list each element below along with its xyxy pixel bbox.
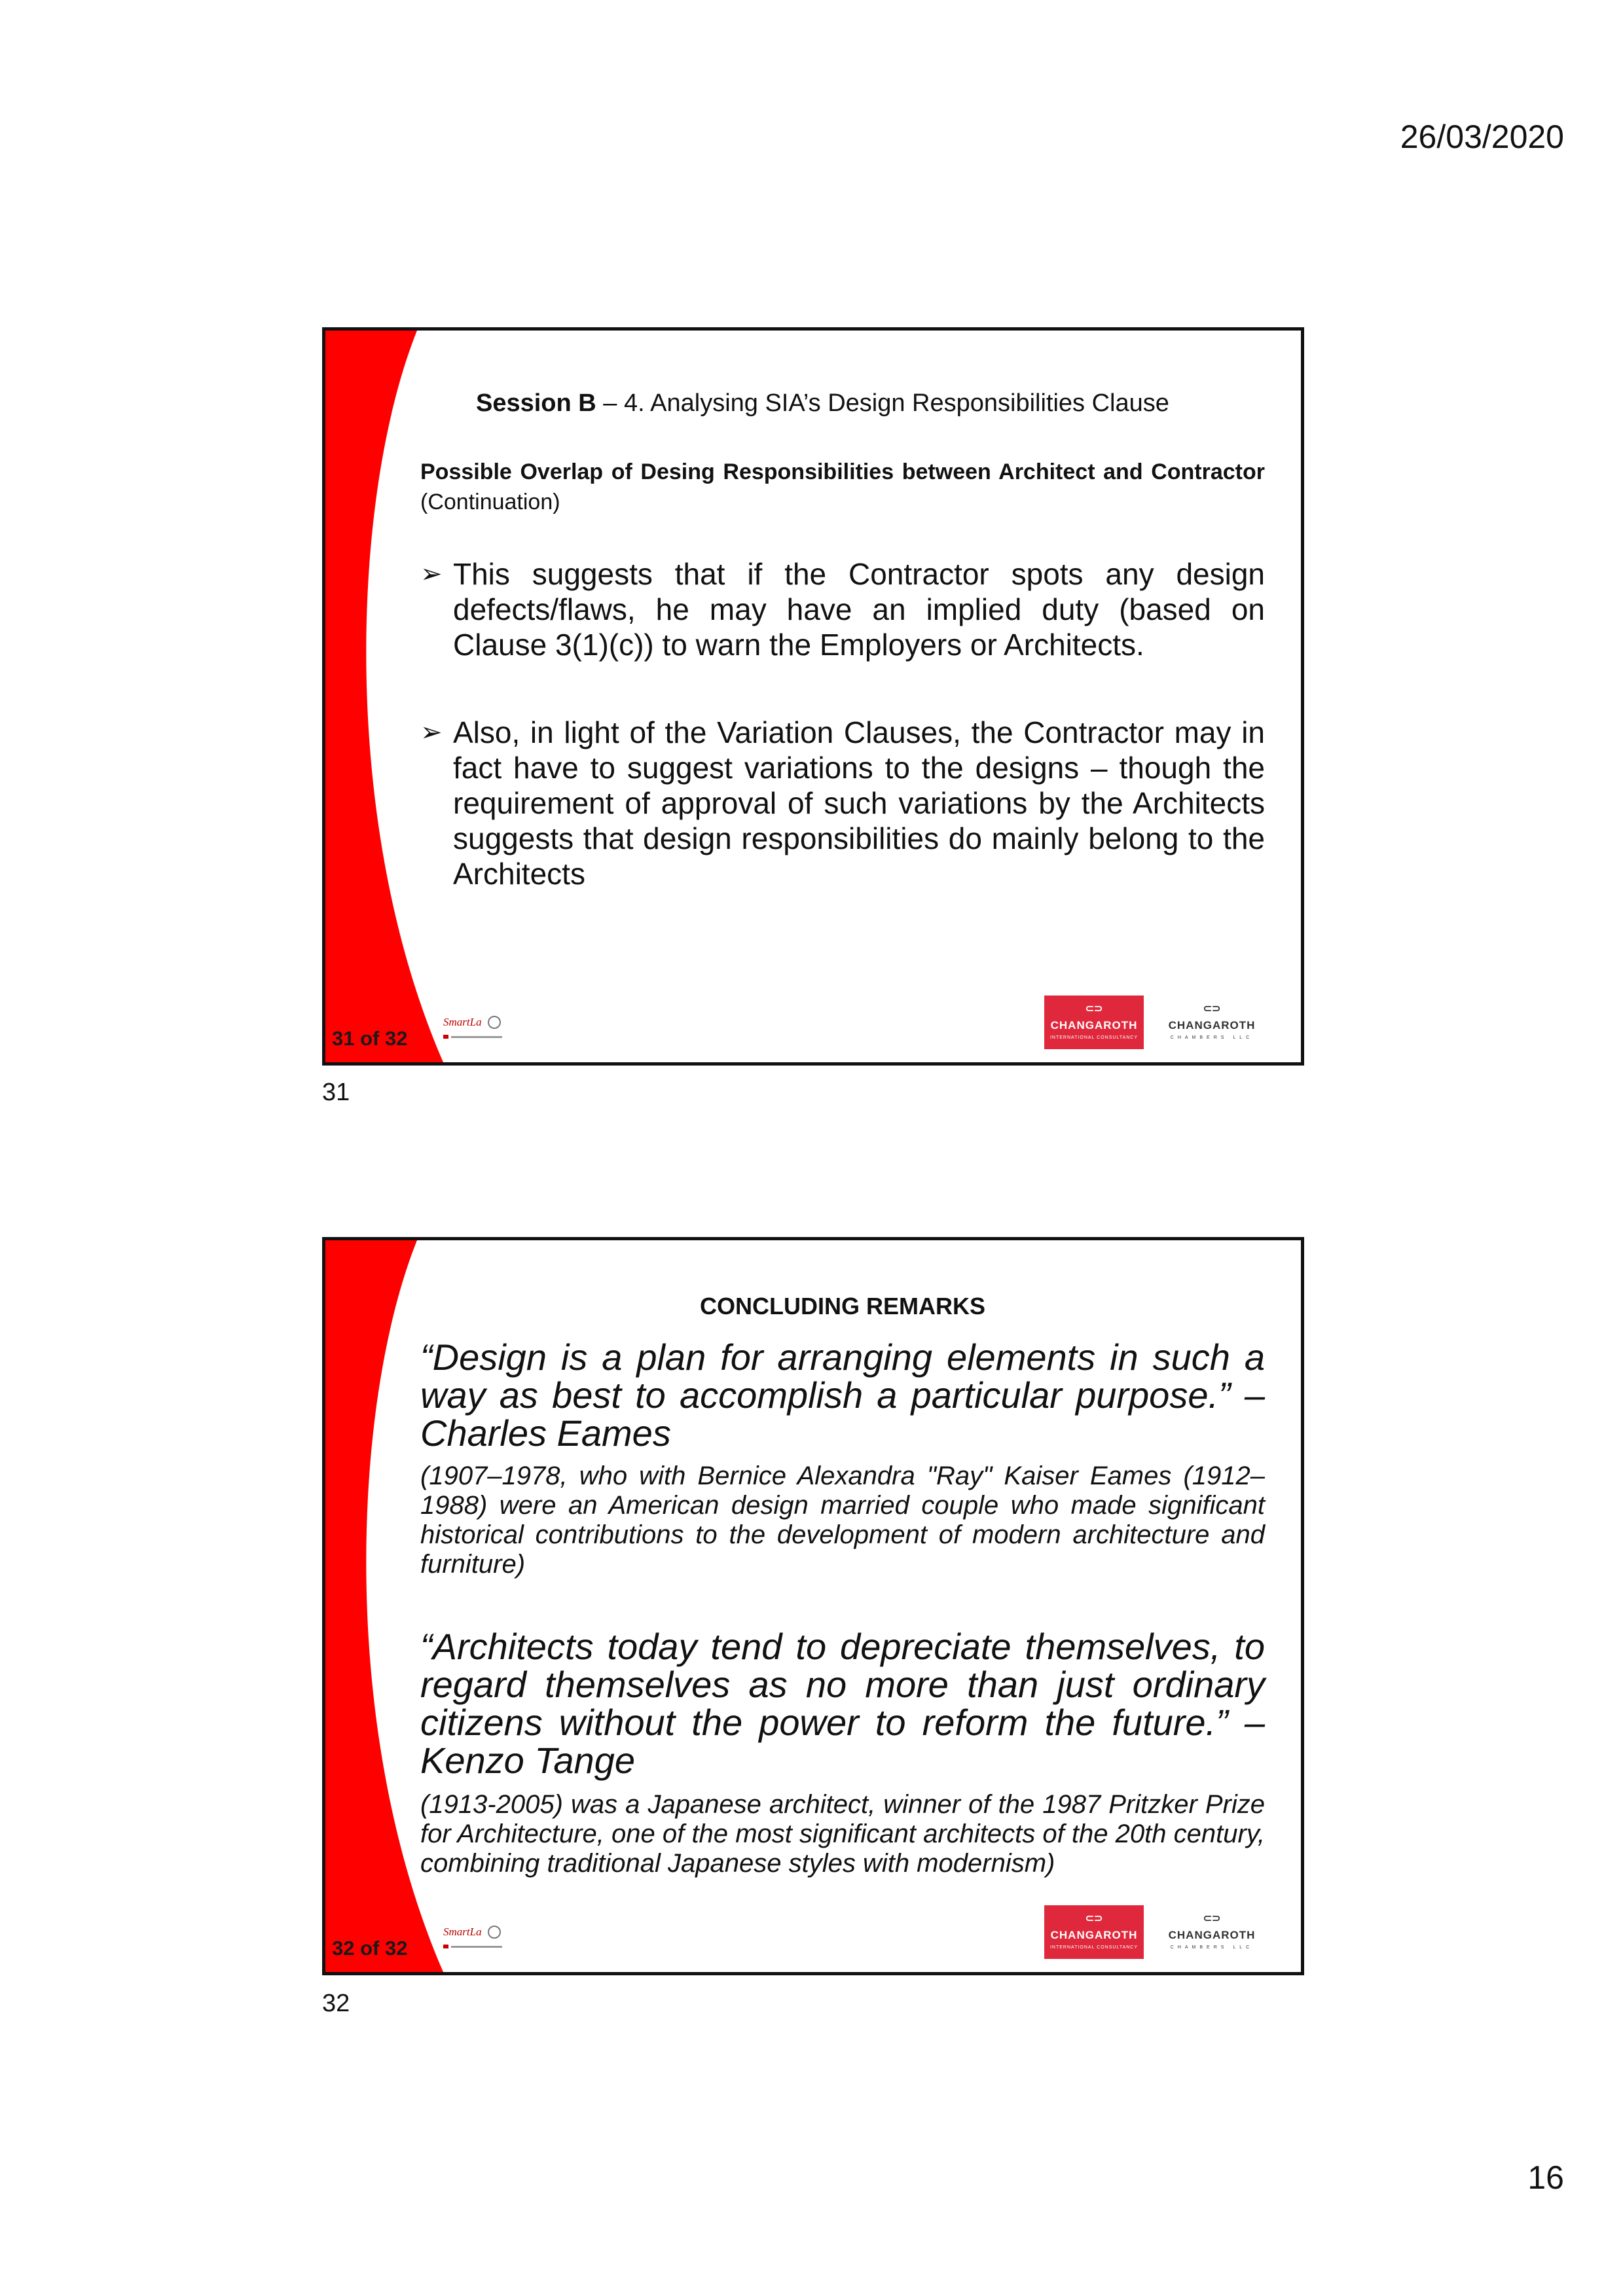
cc-mark-icon: ⊂⊃ (1085, 1003, 1103, 1014)
quote-tange: “Architects today tend to depreciate themselves, to regard themselves as no more than just ordinary citizens without the power to reform the future.” – Kenzo Tange (420, 1626, 1265, 1781)
changaroth-chambers-logo: ⊂⊃ CHANGAROTH CHAMBERS LLC (1162, 996, 1262, 1049)
cc-mark-icon: ⊂⊃ (1203, 1003, 1221, 1014)
slide-counter: 31 of 32 (332, 1027, 408, 1050)
cc-mark-icon: ⊂⊃ (1085, 1913, 1103, 1924)
changaroth-consultancy-logo: ⊂⊃ CHANGAROTH INTERNATIONAL CONSULTANCY (1044, 996, 1144, 1049)
smartlaw-logo (443, 1013, 503, 1044)
slide-title: CONCLUDING REMARKS (700, 1293, 985, 1319)
bullet-item: ➢ Also, in light of the Variation Clauses, the Contractor may in fact have to suggest variations to the designs – though the requirement of approval of such variations by the Architects suggests that design responsibilities do mainly belong to the Architects (420, 715, 1265, 891)
smartlaw-logo (443, 1922, 503, 1954)
bullet-item: ➢ This suggests that if the Contractor spots any design defects/flaws, he may have an implied duty (based on Clause 3(1)(c)) to warn the Employers or Architects. (420, 557, 1265, 662)
page-number: 16 (1527, 2159, 1564, 2196)
svg-text:SmartLa: SmartLa (443, 1926, 482, 1938)
arrow-bullet-icon: ➢ (420, 718, 443, 747)
cc-mark-icon: ⊂⊃ (1203, 1913, 1221, 1924)
slide-subtitle: Possible Overlap of Desing Responsibilities between Architect and Contractor (Continuation) (420, 459, 1265, 514)
note-eames: (1907–1978, who with Bernice Alexandra "Ray" Kaiser Eames (1912–1988) were an American design married couple who made significant historical contributions to the development of modern architecture and furniture) (420, 1462, 1265, 1579)
svg-text:SmartLa: SmartLa (443, 1016, 482, 1028)
slide-number: 31 (322, 1079, 350, 1106)
note-tange: (1913-2005) was a Japanese architect, winner of the 1987 Pritzker Prize for Architecture, one of the most significant architects of the 20th century, combining traditional Japanese styles with modernism) (420, 1790, 1265, 1878)
bullet-list (420, 556, 1265, 944)
slide-counter: 32 of 32 (332, 1937, 408, 1960)
slide-31 (322, 327, 1304, 1066)
quote-eames: “Design is a plan for arranging elements in such a way as best to accomplish a particular purpose.” – Charles Eames (420, 1336, 1265, 1454)
arrow-bullet-icon: ➢ (420, 560, 443, 588)
page-date: 26/03/2020 (1400, 118, 1564, 155)
slide-title: Session B – 4. Analysing SIA’s Design Responsibilities Clause (476, 389, 1169, 417)
slide-number: 32 (322, 1990, 350, 2017)
changaroth-chambers-logo: ⊂⊃ CHANGAROTH CHAMBERS LLC (1162, 1905, 1262, 1959)
changaroth-consultancy-logo: ⊂⊃ CHANGAROTH INTERNATIONAL CONSULTANCY (1044, 1905, 1144, 1959)
slide-32 (322, 1237, 1304, 1975)
